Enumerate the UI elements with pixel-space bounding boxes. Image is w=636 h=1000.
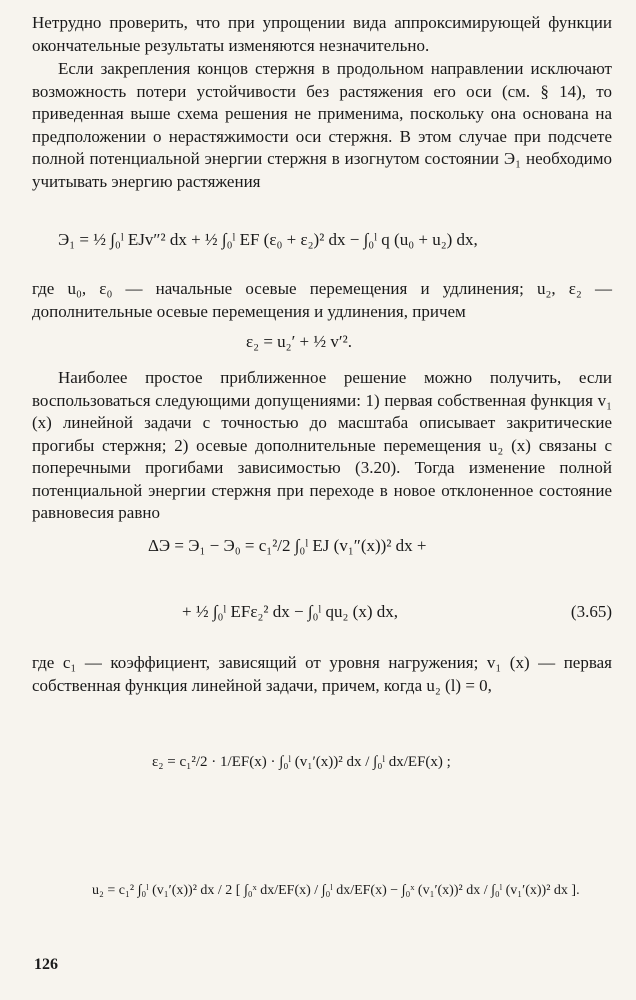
paragraph-2-text: Если закрепления концов стержня в продольном направлении исключают возможность потери устойчивости без растяжения его оси (см. § 14), то приведенная выше схема решения не применима, поскольку она основана на предположении о нерастяжимости оси стержня. В этом случае при подсчете полной потенциальной энергии стержня в изогнутом состоянии Э₁ необходимо учитывать энергию растяжения	[32, 59, 612, 191]
paragraph-5	[32, 652, 612, 697]
paragraph-3-text: где u₀, ε₀ — начальные осевые перемещения и удлинения; u₂, ε₂ — дополнительные осевые перемещения и удлинения, причем	[32, 279, 612, 321]
paragraph-5-text: где c₁ — коэффициент, зависящий от уровня нагружения; v₁ (x) — первая собственная функция линейной задачи, причем, когда u₂ (l) = 0,	[32, 653, 612, 695]
equation-strain	[32, 326, 612, 362]
paragraph-2	[32, 58, 612, 193]
equation-eps2-text: ε₂ = c₁²/2 · 1/EF(x) · ∫₀ˡ (v₁′(x))² dx / ∫₀ˡ dx/EF(x) ;	[152, 754, 451, 770]
equation-delta-energy	[32, 522, 612, 652]
equation-eps2-definition	[32, 712, 612, 822]
paragraph-1	[32, 12, 612, 57]
page-number: 126	[34, 956, 58, 973]
equation-strain-text: ε₂ = u₂′ + ½ v′².	[246, 332, 352, 351]
equation-delta-line2: + ½ ∫₀ˡ EFε₂² dx − ∫₀ˡ qu₂ (x) dx,	[182, 602, 398, 621]
equation-u2-text: u₂ = c₁² ∫₀ˡ (v₁′(x))² dx / 2 [ ∫₀ˣ dx/EF(x) / ∫₀ˡ dx/EF(x) − ∫₀ˣ (v₁′(x))² dx / ∫₀ˡ (v₁′(x))² dx ].	[92, 883, 580, 898]
paragraph-1-text: Нетрудно проверить, что при упрощении вида аппроксимирующей функции окончательные результаты изменяются незначительно.	[32, 13, 612, 55]
equation-energy-text: Э₁ = ½ ∫₀ˡ EJv″² dx + ½ ∫₀ˡ EF (ε₀ + ε₂)² dx − ∫₀ˡ q (u₀ + u₂) dx,	[58, 230, 478, 249]
paragraph-4	[32, 367, 612, 525]
paragraph-4-text: Наиболее простое приближенное решение можно получить, если воспользоваться следующими допущениями: 1) первая собственная функция v₁ (x) линейной задачи с точностью до масштаба описывает закритические прогибы стержня; 2) осевые дополнительные перемещения u₂ (x) связаны с поперечными прогибами зависимостью (3.20). Тогда изменение полной потенциальной энергии стержня при переходе в новое отклоненное состояние равновесия равно	[32, 368, 612, 522]
paragraph-3	[32, 278, 612, 323]
equation-energy	[32, 218, 612, 274]
equation-delta-line1: ΔЭ = Э₁ − Э₀ = c₁²/2 ∫₀ˡ EJ (v₁″(x))² dx +	[148, 536, 427, 555]
equation-u2-definition	[32, 827, 612, 962]
equation-number-3-65: (3.65)	[570, 602, 612, 621]
